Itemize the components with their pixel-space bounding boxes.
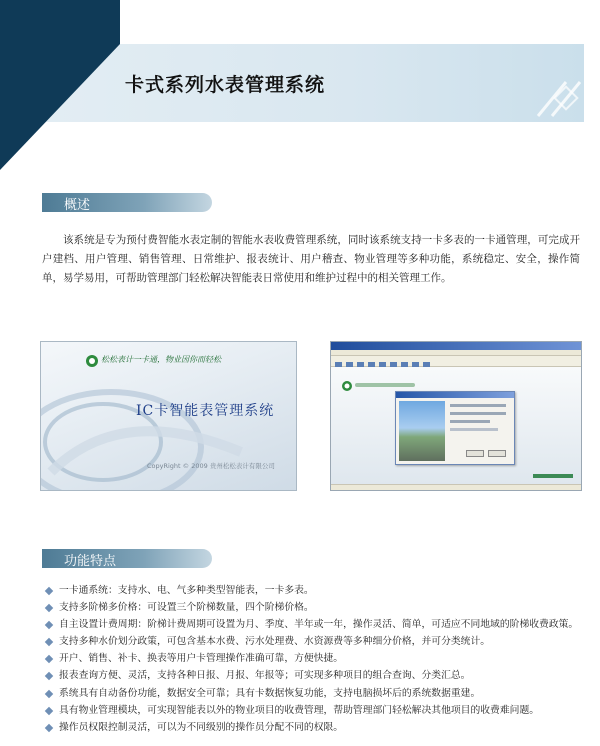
features-heading-label: 功能特点 — [64, 554, 117, 569]
list-item: 系统具有自动备份功能，数据安全可靠；具有卡数据恢复功能，支持电脑损坏后的系统数据重建。 — [45, 685, 590, 702]
app-titlebar — [331, 342, 581, 350]
app-slogan-graphic — [355, 383, 415, 387]
decorative-lines — [528, 78, 588, 118]
login-road-image — [399, 401, 445, 461]
login-ok-button[interactable] — [466, 450, 484, 457]
list-item: 报表查询方便、灵活，支持各种日报、月报、年报等；可实现多种项目的组合查询、分类汇总。 — [45, 667, 590, 684]
app-toolbar — [331, 356, 581, 367]
app-watermark-bar — [533, 474, 573, 478]
logo-icon — [85, 354, 99, 368]
login-dialog — [395, 391, 515, 465]
features-heading — [42, 549, 212, 568]
list-item: 支持多种水价划分政策，可包含基本水费、污水处理费、水资源费等多种细分价格，并可分类统计。 — [45, 633, 590, 650]
app-window-screenshot — [330, 341, 582, 491]
app-logo-icon — [341, 380, 353, 392]
features-list — [45, 582, 590, 736]
login-cancel-button[interactable] — [488, 450, 506, 457]
splash-product-title: IC卡智能表管理系统 — [136, 403, 275, 419]
splash-screenshot — [40, 341, 297, 491]
list-item: 一卡通系统：支持水、电、气多种类型智能表，一卡多表。 — [45, 582, 590, 599]
list-item: 支持多阶梯多价格：可设置三个阶梯数量，四个阶梯价格。 — [45, 599, 590, 616]
app-statusbar — [331, 484, 581, 491]
list-item: 操作员权限控制灵活，可以为不同级别的操作员分配不同的权限。 — [45, 719, 590, 736]
splash-copyright: CopyRight © 2009 贵州松松表计有限公司 — [147, 462, 275, 470]
overview-text: 该系统是专为预付费智能水表定制的智能水表收费管理系统，同时该系统支持一卡多表的一卡通管理，可完成开户建档、用户管理、销售管理、日常维护、报表统计、用户稽查、物业管理等多种功能，系统稳定、安全，操作简单，易学易用，可帮助管理部门轻松解决智能表日常使用和维护过程中的相关管理工作。 — [42, 234, 580, 284]
list-item: 具有物业管理模块，可实现智能表以外的物业项目的收费管理，帮助管理部门轻松解决其他项目的收费难问题。 — [45, 702, 590, 719]
overview-heading-label: 概述 — [64, 198, 91, 213]
list-item: 开户、销售、补卡、换表等用户卡管理操作准确可靠，方便快捷。 — [45, 650, 590, 667]
page-title: 卡式系列水表管理系统 — [125, 74, 326, 96]
list-item: 自主设置计费周期：阶梯计费周期可设置为月、季度、半年或一年，操作灵活、简单，可适应不同地域的阶梯收费政策。 — [45, 616, 590, 633]
overview-heading — [42, 193, 212, 212]
splash-slogan: 松松表计一卡通，物业因你而轻松 — [101, 355, 221, 364]
corner-triangle — [0, 0, 120, 172]
